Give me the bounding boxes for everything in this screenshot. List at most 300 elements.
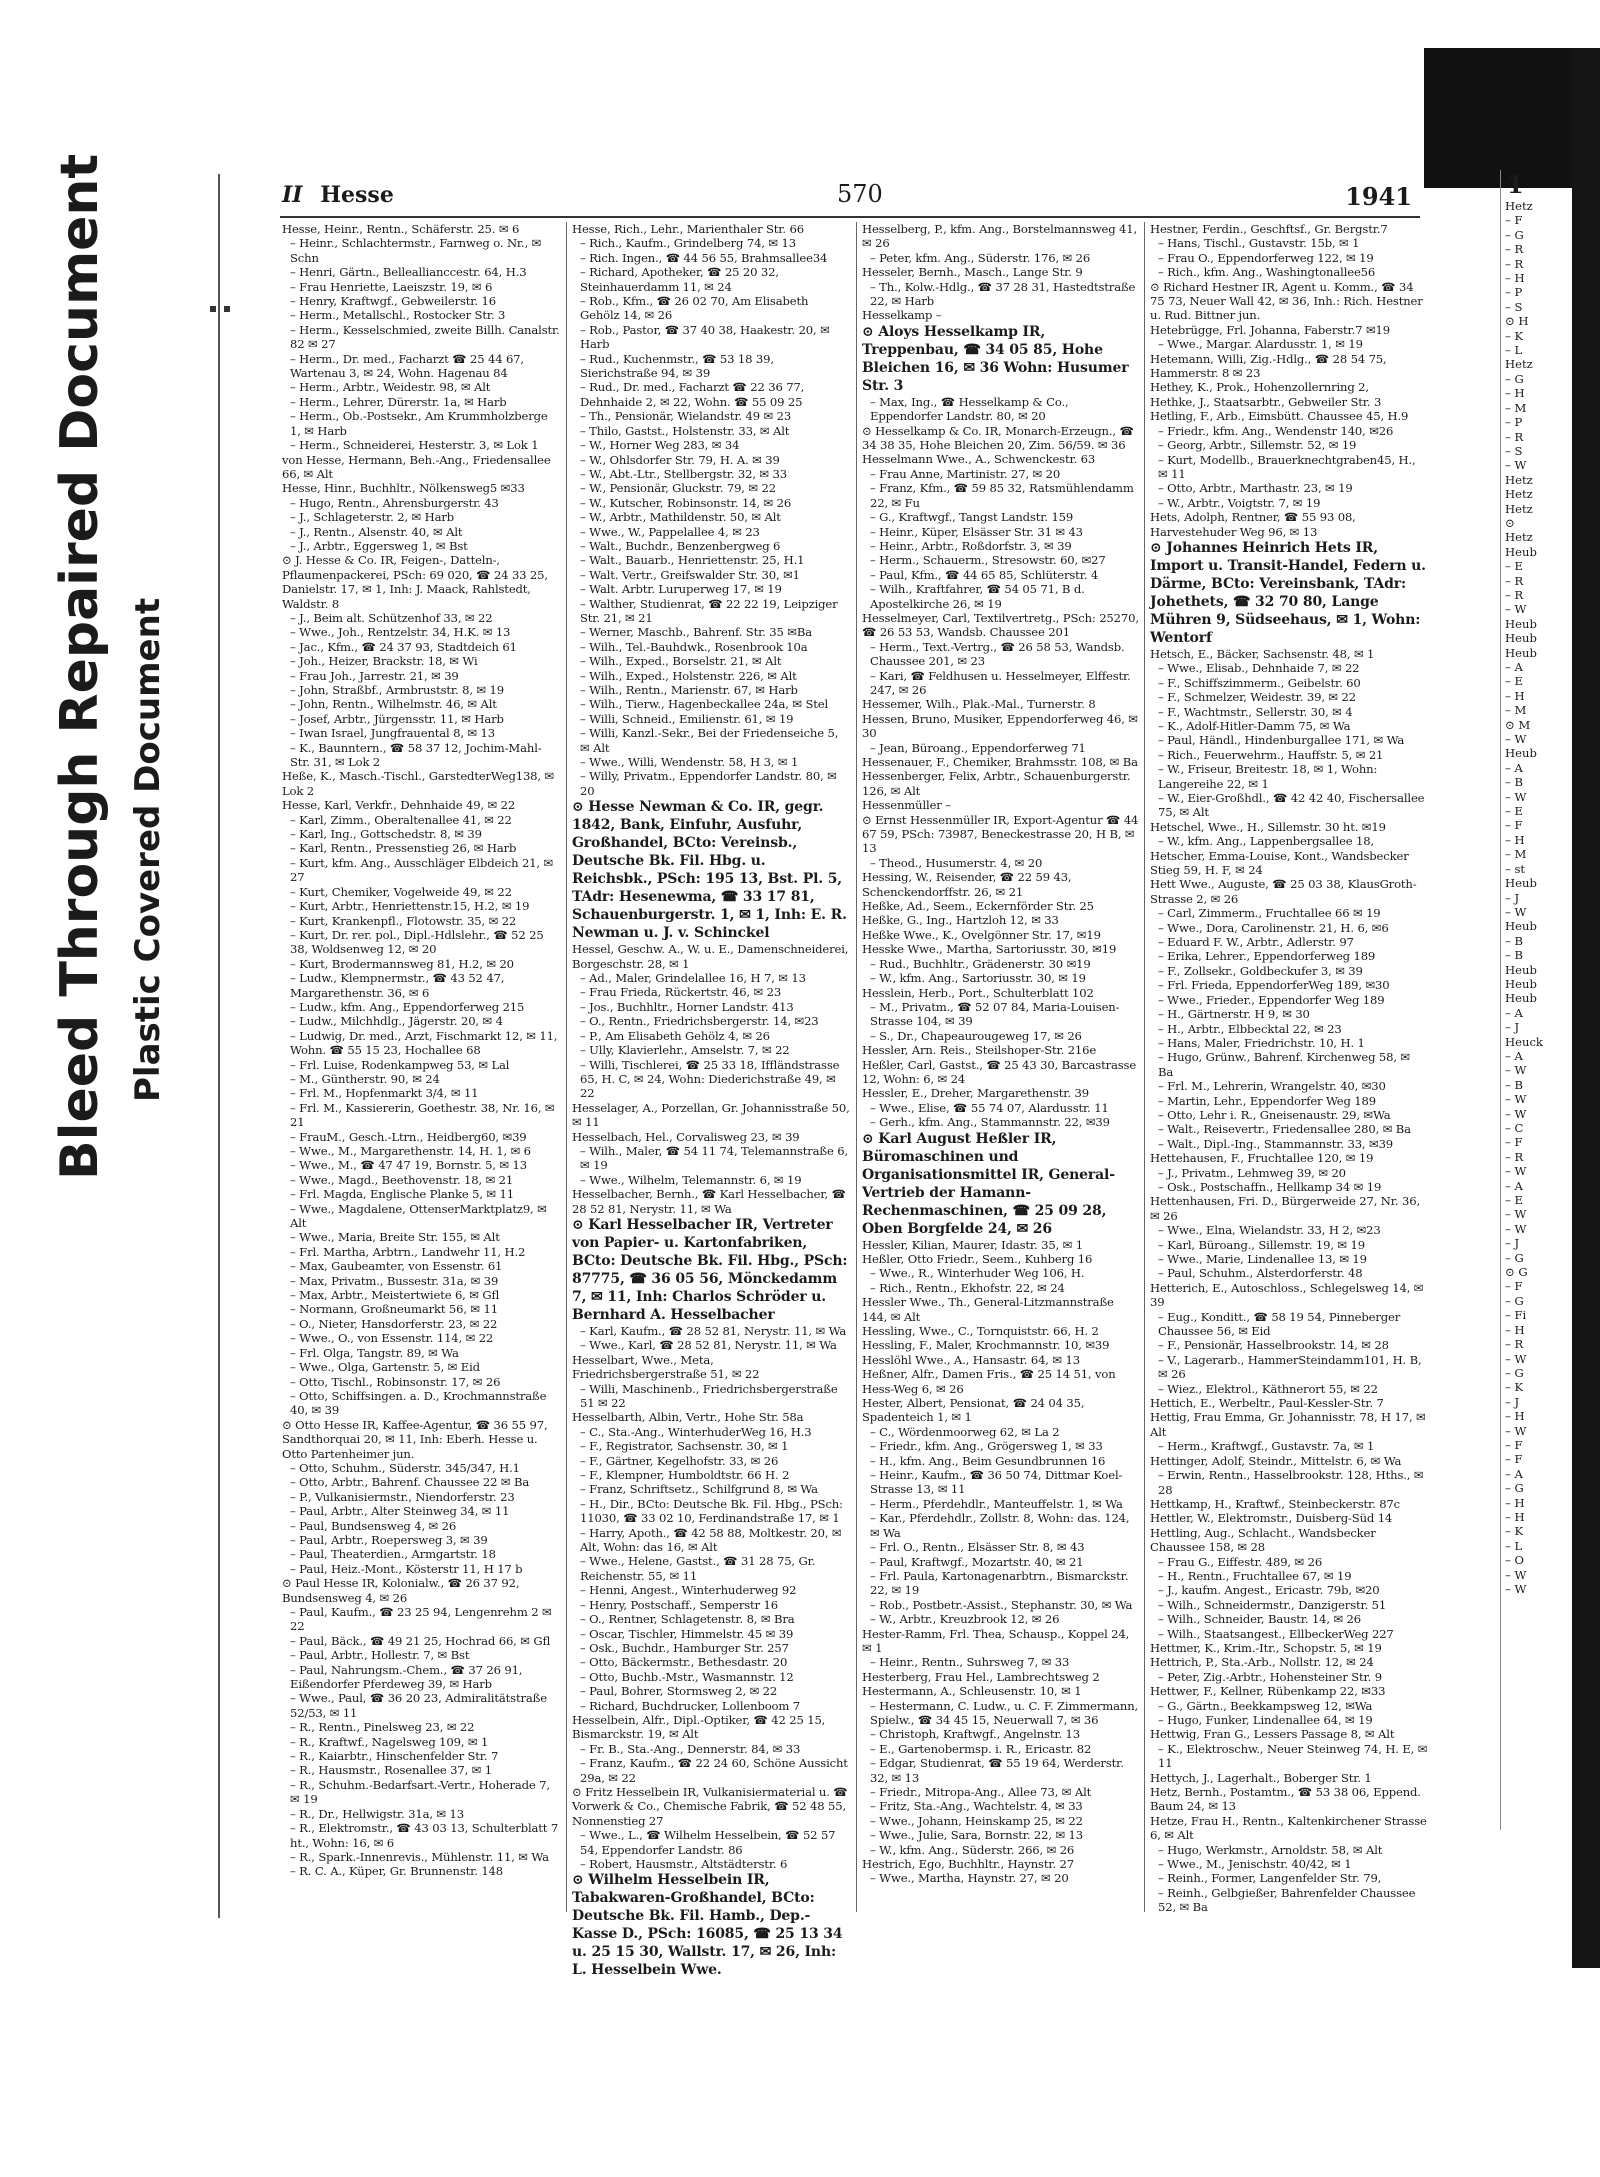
- directory-entry: – K., Elektroschw., Neuer Steinweg 74, H. E, ✉ 11: [1158, 1741, 1428, 1771]
- directory-entry: – Reinh., Gelbgießer, Bahrenfelder Chaussee 52, ✉ Ba: [1158, 1885, 1416, 1915]
- directory-entry: – Walt. Vertr., Greifswalder Str. 30, ✉1: [580, 567, 800, 582]
- directory-entry: – Otto, Buchb.-Mstr., Wasmannstr. 12: [580, 1669, 794, 1684]
- next-page-fragment: – W: [1505, 1063, 1527, 1078]
- directory-entry: – Walt., Dipl.-Ing., Stammannstr. 33, ✉39: [1158, 1136, 1394, 1151]
- directory-entry: – Herm., Schauerm., Stresowstr. 60, ✉27: [870, 553, 1106, 568]
- directory-entry: Hetsch, E., Bäcker, Sachsenstr. 48, ✉ 1: [1150, 646, 1375, 661]
- directory-entry: Hettich, E., Werbeltr., Paul-Kessler-Str. 7: [1150, 1396, 1384, 1411]
- directory-entry: – Heinr., Arbtr., Roßdorfstr. 3, ✉ 39: [870, 538, 1072, 553]
- directory-entry: – Heinr., Kaufm., ☎ 36 50 74, Dittmar Koel-Strasse 13, ✉ 11: [870, 1468, 1123, 1497]
- directory-entry: – Otto, Lehr i. R., Gneisenaustr. 29, ✉Wa: [1158, 1107, 1391, 1122]
- directory-entry: – O., Nieter, Hansdorferstr. 23, ✉ 22: [290, 1316, 498, 1331]
- directory-entry: Hettehausen, F., Fruchtallee 120, ✉ 19: [1150, 1151, 1374, 1166]
- directory-entry: Hettmer, K., Krim.-Itr., Schopstr. 5, ✉ 19: [1150, 1640, 1382, 1655]
- directory-entry: – Herm., Arbtr., Weidestr. 98, ✉ Alt: [290, 380, 491, 395]
- directory-entry: – Oscar, Tischler, Himmelstr. 45 ✉ 39: [580, 1626, 794, 1641]
- directory-entry: – Wwe., Maria, Breite Str. 155, ✉ Alt: [290, 1230, 500, 1245]
- next-page-fragment: Heub: [1505, 616, 1537, 631]
- next-page-fragment: Heub: [1505, 876, 1537, 891]
- directory-entry: – Richard, Apotheker, ☎ 25 20 32, Steinhauerdamm 11, ✉ 24: [580, 265, 779, 294]
- directory-entry: – G., Gärtn., Beekkampsweg 12, ✉Wa: [1158, 1698, 1373, 1713]
- directory-entry: – Heinr., Rentn., Suhrsweg 7, ✉ 33: [870, 1655, 1070, 1670]
- directory-entry: von Hesse, Hermann, Beh.-Ang., Friedensallee 66, ✉ Alt: [282, 452, 551, 481]
- directory-entry: – W., Arbtr., Voigtstr. 7, ✉ 19: [1158, 495, 1321, 510]
- directory-entry: – Wwe., Elna, Wielandstr. 33, H 2, ✉23: [1158, 1223, 1381, 1238]
- directory-entry: – Kurt, Chemiker, Vogelweide 49, ✉ 22: [290, 884, 512, 899]
- page-header: [282, 178, 1422, 212]
- next-page-fragment: ⊙ G: [1505, 1265, 1528, 1280]
- next-page-fragment: – E: [1505, 674, 1523, 689]
- directory-entry: – Wilh., Rentn., Marienstr. 67, ✉ Harb: [580, 683, 798, 697]
- directory-entry: – K., Adolf-Hitler-Damm 75, ✉ Wa: [1158, 718, 1351, 733]
- next-page-fragment: – W: [1505, 789, 1527, 804]
- directory-entry: ⊙ Karl August Heßler IR, Büromaschinen und Organisationsmittel IR, General-Vertrieb der Hamann-Rechenmaschinen, ☎ 25 09 28, Oben Borgfelde 24, ✉ 26: [862, 1130, 1115, 1237]
- directory-entry: – Wwe., M., ☎ 47 47 19, Bornstr. 5, ✉ 13: [290, 1158, 527, 1173]
- next-page-fragment: – H: [1505, 1495, 1525, 1510]
- directory-entry: – G., Kraftwgf., Tangst Landstr. 159: [870, 510, 1074, 525]
- directory-entry: Heßke, G., Ing., Hartzloh 12, ✉ 33: [862, 913, 1059, 928]
- directory-entry: – J., Beim alt. Schützenhof 33, ✉ 22: [290, 610, 493, 625]
- column-divider: [566, 222, 567, 1912]
- directory-entry: Hesselbacher, Bernh., ☎ Karl Hesselbacher, ☎ 28 52 81, Nerystr. 11, ✉ Wa: [572, 1187, 846, 1216]
- directory-entry: – Paul, Händl., Hindenburgallee 171, ✉ Wa: [1158, 733, 1405, 748]
- directory-entry: – R., Elektromstr., ☎ 43 03 13, Schulterblatt 7 ht., Wohn: 16, ✉ 6: [290, 1821, 559, 1850]
- directory-entry: – Wwe., Frieder., Eppendorfer Weg 189: [1158, 992, 1385, 1007]
- directory-entry: – Gerh., kfm. Ang., Stammannstr. 22, ✉39: [870, 1115, 1110, 1130]
- directory-entry: – Friedr., Mitropa-Ang., Allee 73, ✉ Alt: [870, 1785, 1092, 1799]
- directory-entry: – H., Rentn., Fruchtallee 67, ✉ 19: [1158, 1568, 1352, 1583]
- next-page-fragment: Hetz: [1505, 487, 1533, 502]
- directory-entry: – Otto, Schiffsingen. a. D., Krochmannstraße 40, ✉ 39: [290, 1388, 547, 1418]
- directory-entry: – W., Abt.-Ltr., Stellbergstr. 32, ✉ 33: [580, 466, 787, 481]
- directory-entry: Hessler, E., Dreher, Margarethenstr. 39: [862, 1086, 1089, 1101]
- directory-entry: – Paul, Kaufm., ☎ 23 25 94, Lengenrehm 2 ✉ 22: [290, 1605, 552, 1634]
- directory-entry: – Kar., Pferdehdlr., Zollstr. 8, Wohn: das. 124, ✉ Wa: [870, 1511, 1130, 1540]
- directory-entry: – Herm., Ob.-Postsekr., Am Krummholzberge 1, ✉ Harb: [290, 409, 548, 438]
- directory-entry: – Herm., Pferdehdlr., Manteuffelstr. 1, ✉ Wa: [870, 1496, 1123, 1511]
- directory-entry: – Richard, Buchdrucker, Lollenboom 7: [580, 1698, 800, 1713]
- directory-entry: – R., Spark.-Innenrevis., Mühlenstr. 11, ✉ Wa: [290, 1849, 549, 1864]
- directory-entry: – Karl, Zimm., Oberaltenallee 41, ✉ 22: [290, 812, 512, 827]
- next-page-fragment: Heub: [1505, 631, 1537, 646]
- directory-entry: ⊙ Johannes Heinrich Hets IR, Import u. Transit-Handel, Federn u. Därme, BCto: Vereinsbank, TAdr: Johethets, ☎ 32 70 80, Lange Mühren 9, Südseehaus, ✉ 1, Wohn: Wentorf: [1150, 539, 1426, 646]
- directory-entry: – Frl. Frieda, EppendorferWeg 189, ✉30: [1158, 978, 1390, 993]
- directory-entry: Hetscher, Emma-Louise, Kont., Wandsbecker Stieg 59, H. F, ✉ 24: [1150, 848, 1409, 878]
- directory-entry: Hesselbarth, Albin, Vertr., Hohe Str. 58a: [572, 1410, 804, 1425]
- next-page-fragment: – J: [1505, 1236, 1520, 1251]
- directory-entry: – H., Arbtr., Elbbecktal 22, ✉ 23: [1158, 1021, 1342, 1036]
- directory-entry: – W., Ohlsdorfer Str. 79, H. A. ✉ 39: [580, 452, 780, 467]
- next-page-fragment: – F: [1505, 1135, 1523, 1150]
- directory-entry: – F., Schiffszimmerm., Geibelstr. 60: [1158, 675, 1361, 690]
- page-year: 1941: [1345, 182, 1412, 211]
- next-page-fragment: – M: [1505, 703, 1527, 718]
- directory-entry: – Iwan Israel, Jungfrauental 8, ✉ 13: [290, 726, 495, 741]
- directory-entry: Hesse, Rich., Lehr., Marienthaler Str. 66: [572, 222, 804, 236]
- directory-entry: – Walt., Buchdr., Benzenbergweg 6: [580, 538, 781, 553]
- directory-entry: – Erika, Lehrer., Eppendorferweg 189: [1158, 949, 1376, 964]
- directory-entry: – Wwe., W., Pappelallee 4, ✉ 23: [580, 524, 760, 539]
- directory-entry: – Wilh., Schneidermstr., Danzigerstr. 51: [1158, 1597, 1387, 1612]
- directory-entry: Hessel, Geschw. A., W. u. E., Damenschneiderei, Borgeschstr. 28, ✉ 1: [572, 942, 849, 971]
- directory-entry: – F., Klempner, Humboldtstr. 66 H. 2: [580, 1468, 790, 1483]
- directory-entry: Hesslein, Herb., Port., Schulterblatt 102: [862, 985, 1094, 1000]
- directory-entry: – Rich. Ingen., ☎ 44 56 55, Brahmsallee34: [580, 250, 828, 265]
- directory-entry: ⊙ Richard Hestner IR, Agent u. Komm., ☎ 34 75 73, Neuer Wall 42, ✉ 36, Inh.: Rich. Hestner u. Rud. Bittner jun.: [1150, 279, 1423, 323]
- directory-entry: Hettych, J., Lagerhalt., Boberger Str. 1: [1150, 1770, 1372, 1785]
- directory-entry: – V., Lagerarb., HammerSteindamm101, H. B, ✉ 26: [1158, 1352, 1422, 1382]
- next-page-fragment: – R: [1505, 256, 1524, 271]
- next-page-fragment: – G: [1505, 227, 1524, 242]
- next-page-fragment: – W: [1505, 1423, 1527, 1438]
- next-page-fragment: – G: [1505, 1481, 1524, 1496]
- next-page-fragment: – G: [1505, 1293, 1524, 1308]
- directory-entry: – Hugo, Werkmstr., Arnoldstr. 58, ✉ Alt: [1158, 1842, 1383, 1857]
- next-page-fragment: Hetz: [1505, 530, 1533, 545]
- directory-entry: – H., Gärtnerstr. H 9, ✉ 30: [1158, 1007, 1310, 1022]
- next-page-fragment: Heub: [1505, 746, 1537, 761]
- directory-entry: – Walt., Bauarb., Henriettenstr. 25, H.1: [580, 553, 805, 568]
- directory-entry: – J., Privatm., Lehmweg 39, ✉ 20: [1158, 1165, 1346, 1180]
- directory-entry: – F., Schmelzer, Weidestr. 39, ✉ 22: [1158, 690, 1356, 705]
- next-page-fragment: – E: [1505, 804, 1523, 819]
- directory-entry: Hetschel, Wwe., H., Sillemstr. 30 ht. ✉19: [1150, 819, 1386, 834]
- directory-entry: ⊙ Ernst Hessenmüller IR, Export-Agentur ☎ 44 67 59, PSch: 73987, Beneckestrasse 20, H B, ✉ 13: [862, 812, 1139, 856]
- directory-entry: – C., Sta.-Ang., WinterhuderWeg 16, H.3: [580, 1424, 812, 1439]
- directory-entry: – Erwin, Rentn., Hasselbrookstr. 128, Hths., ✉ 28: [1158, 1468, 1424, 1497]
- directory-entry: Hessing, W., Reisender, ☎ 22 59 43, Schenckendorffstr. 26, ✉ 21: [862, 870, 1072, 899]
- next-page-fragment: – M: [1505, 400, 1527, 415]
- directory-entry: – Wwe., Magdalene, OttenserMarktplatz9, ✉ Alt: [290, 1201, 547, 1231]
- directory-entry: – Wwe., R., Winterhuder Weg 106, H.: [870, 1266, 1085, 1281]
- directory-entry: – Peter, Zig.-Arbtr., Hohensteiner Str. 9: [1158, 1669, 1382, 1684]
- next-page-fragment: ⊙ M: [1505, 717, 1531, 732]
- next-page-fragment: – A: [1505, 1048, 1523, 1063]
- scan-edge-strip: [1572, 48, 1600, 1968]
- next-page-fragment: – A: [1505, 760, 1523, 775]
- directory-entry: – Karl, Büroang., Sillemstr. 19, ✉ 19: [1158, 1237, 1365, 1252]
- directory-entry: Hestner, Ferdin., Geschftsf., Gr. Bergstr.7: [1150, 222, 1388, 236]
- directory-entry: – Jac., Kfm., ☎ 24 37 93, Stadtdeich 61: [290, 639, 517, 654]
- directory-entry: – F., Pensionär, Hasselbrookstr. 14, ✉ 28: [1158, 1338, 1389, 1353]
- next-page-fragment: – L: [1505, 1538, 1523, 1553]
- stamp-line-2: Plastic Covered Document: [128, 597, 168, 1102]
- directory-entry: – Wwe., Willi, Wendenstr. 58, H 3, ✉ 1: [580, 755, 799, 770]
- directory-entry: ⊙ Otto Hesse IR, Kaffee-Agentur, ☎ 36 55 97, Sandthorquai 20, ✉ 11, Inh: Eberh. Hesse u. Otto Partenheimer jun.: [282, 1417, 548, 1461]
- next-page-fragment: – W: [1505, 458, 1527, 473]
- next-page-fragment: – K: [1505, 328, 1524, 343]
- directory-entry: Hessemer, Wilh., Plak.-Mal., Turnerstr. 8: [862, 697, 1096, 712]
- directory-entry: Hestermann, A., Schleusenstr. 10, ✉ 1: [862, 1684, 1082, 1699]
- directory-entry: Hettwer, F., Kellner, Rübenkamp 22, ✉33: [1150, 1684, 1386, 1699]
- next-page-fragment: – B: [1505, 948, 1524, 963]
- directory-entry: – Th., Kolw.-Hdlg., ☎ 37 28 31, Hastedtstraße 22, ✉ Harb: [870, 279, 1136, 309]
- directory-entry: – Ully, Klavierlehr., Amselstr. 7, ✉ 22: [580, 1043, 790, 1058]
- directory-entry: Heßler, Carl, Gastst., ☎ 25 43 30, Barcastrasse 12, Wohn: 6, ✉ 24: [862, 1057, 1137, 1086]
- directory-entry: – Paul, Kraftwgf., Mozartstr. 40, ✉ 21: [870, 1554, 1084, 1569]
- next-page-fragment: – G: [1505, 371, 1524, 386]
- next-page-fragment: – H: [1505, 1409, 1525, 1424]
- directory-entry: – Kurt, Arbtr., Henriettenstr.15, H.2, ✉ 19: [290, 899, 530, 914]
- column-divider: [856, 222, 857, 1912]
- running-head: [282, 182, 394, 208]
- directory-entry: – Frau Anne, Martinistr. 27, ✉ 20: [870, 466, 1061, 481]
- directory-entry: – Hugo, Funker, Lindenallee 64, ✉ 19: [1158, 1713, 1373, 1727]
- directory-entry: Hesselmann Wwe., A., Schwenckestr. 63: [862, 452, 1096, 467]
- directory-entry: – Kurt, Krankenpfl., Flotowstr. 35, ✉ 22: [290, 913, 517, 928]
- directory-entry: – Henni, Angest., Winterhuderweg 92: [580, 1583, 797, 1598]
- directory-entry: – Hugo, Grünw., Bahrenf. Kirchenweg 58, ✉ Ba: [1158, 1050, 1410, 1079]
- header-rule: [280, 216, 1420, 218]
- next-page-fragment: – B: [1505, 933, 1524, 948]
- directory-entry: – W., Arbtr., Kreuzbrook 12, ✉ 26: [870, 1612, 1060, 1627]
- directory-entry: – R., Schuhm.-Bedarfsart.-Vertr., Hoherade 7, ✉ 19: [290, 1777, 550, 1807]
- next-page-fragment: – W: [1505, 1164, 1527, 1179]
- directory-entry: – Werner, Maschb., Bahrenf. Str. 35 ✉Ba: [580, 625, 812, 640]
- next-page-fragment: – A: [1505, 660, 1523, 674]
- next-page-fragment: – A: [1505, 1466, 1523, 1481]
- next-page-fragment: – R: [1505, 1149, 1524, 1164]
- directory-entry: – Wwe., Johann, Heinskamp 25, ✉ 22: [870, 1813, 1083, 1828]
- next-page-fragment: – W: [1505, 732, 1527, 747]
- directory-entry: – Frau O., Eppendorferweg 122, ✉ 19: [1158, 250, 1374, 265]
- directory-entry: – Peter, kfm. Ang., Süderstr. 176, ✉ 26: [870, 250, 1091, 265]
- page-number: 570: [837, 180, 883, 208]
- directory-entry: – Ludw., Klempnermstr., ☎ 43 52 47, Margarethenstr. 36, ✉ 6: [290, 971, 505, 1000]
- directory-entry: – O., Rentner, Schlagetenstr. 8, ✉ Bra: [580, 1612, 795, 1627]
- directory-entry: Hettenhausen, Fri. D., Bürgerweide 27, Nr. 36, ✉ 26: [1150, 1194, 1420, 1223]
- directory-entry: Hettwig, Fran G., Lessers Passage 8, ✉ Alt: [1150, 1727, 1395, 1742]
- next-page-number-fragment: 1: [1507, 170, 1524, 199]
- next-page-fragment: – W: [1505, 1351, 1527, 1366]
- directory-entry: – Herm., Lehrer, Dürerstr. 1a, ✉ Harb: [290, 394, 507, 409]
- next-page-fragment: – P: [1505, 415, 1523, 430]
- next-page-fragment: – F: [1505, 818, 1523, 833]
- directory-entry: – Normann, Großneumarkt 56, ✉ 11: [290, 1302, 498, 1317]
- directory-entry: – Henry, Postschaff., Semperstr 16: [580, 1597, 778, 1612]
- directory-entry: – Reinh., Former, Langenfelder Str. 79,: [1158, 1871, 1382, 1886]
- directory-entry: – Herm., Kraftwgf., Gustavstr. 7a, ✉ 1: [1158, 1439, 1375, 1454]
- directory-entry: Hesselbach, Hel., Corvalisweg 23, ✉ 39: [572, 1129, 800, 1144]
- next-page-fragment: – A: [1505, 1005, 1523, 1020]
- directory-entry: – H., Dir., BCto: Deutsche Bk. Fil. Hbg., PSch: 11030, ☎ 33 02 10, Ferdinandstraße 17, ✉ 1: [580, 1496, 843, 1526]
- next-page-fragment: – E: [1505, 1193, 1523, 1208]
- directory-entry: – Christoph, Kraftwgf., Angelnstr. 13: [870, 1727, 1081, 1742]
- next-page-fragment: – L: [1505, 343, 1523, 358]
- directory-entry: ⊙ J. Hesse & Co. IR, Feigen-, Datteln-, Pflaumenpackerei, PSch: 69 020, ☎ 24 33 25, Danielstr. 17, ✉ 1, Inh: J. Maack, Rahlstedt, Waldstr. 8: [282, 553, 548, 611]
- directory-entry: – Wwe., Paul, ☎ 36 20 23, Admiralitätstraße 52/53, ✉ 11: [290, 1691, 547, 1720]
- directory-entry: – R. C. A., Küper, Gr. Brunnenstr. 148: [290, 1864, 503, 1879]
- directory-entry: – K., Baunntern., ☎ 58 37 12, Jochim-Mahl-Str. 31, ✉ Lok 2: [290, 740, 542, 770]
- next-page-fragment: – A: [1505, 1178, 1523, 1193]
- directory-entry: – Wwe., Elisab., Dehnhaide 7, ✉ 22: [1158, 661, 1360, 676]
- directory-entry: Hettig, Frau Emma, Gr. Johannisstr. 78, H 17, ✉ Alt: [1150, 1410, 1426, 1439]
- directory-entry: – Paul, Bäck., ☎ 49 21 25, Hochrad 66, ✉ Gfl: [290, 1633, 551, 1648]
- next-page-fragment: Heuck: [1505, 1034, 1543, 1049]
- directory-entry: – Hans, Tischl., Gustavstr. 15b, ✉ 1: [1158, 236, 1360, 251]
- directory-entry: – Jean, Büroang., Eppendorferweg 71: [870, 740, 1086, 755]
- directory-entry: – Frau Henriette, Laeiszstr. 19, ✉ 6: [290, 279, 493, 294]
- next-page-fragment: Heub: [1505, 991, 1537, 1006]
- directory-entry: – R., Hausmstr., Rosenallee 37, ✉ 1: [290, 1763, 493, 1778]
- directory-entry: – P., Am Elisabeth Gehölz 4, ✉ 26: [580, 1028, 770, 1043]
- next-page-fragment: – H: [1505, 832, 1525, 847]
- directory-entry: – Herm., Schneiderei, Hesterstr. 3, ✉ Lok 1: [290, 438, 539, 453]
- directory-entry: – Wwe., Dora, Carolinenstr. 21, H. 6, ✉6: [1158, 920, 1389, 935]
- next-page-fragment: – B: [1505, 1077, 1524, 1092]
- directory-entry: – Wwe., Helene, Gastst., ☎ 31 28 75, Gr. Reichenstr. 55, ✉ 11: [580, 1554, 816, 1583]
- directory-entry: Hesselberg, P., kfm. Ang., Borstelmannsweg 41, ✉ 26: [862, 222, 1138, 251]
- directory-entry: – Fr. B., Sta.-Ang., Dennerstr. 84, ✉ 33: [580, 1741, 801, 1756]
- next-page-fragment: – E: [1505, 559, 1523, 574]
- directory-entry: ⊙ Aloys Hesselkamp IR, Treppenbau, ☎ 34 05 85, Hohe Bleichen 16, ✉ 36 Wohn: Husumer Str. 3: [862, 323, 1129, 394]
- directory-entry: – John, Straßbf., Armbruststr. 8, ✉ 19: [290, 683, 504, 697]
- directory-entry: – Otto, Bäckermstr., Bethesdastr. 20: [580, 1655, 788, 1670]
- directory-entry: ⊙ Karl Hesselbacher IR, Vertreter von Papier- u. Kartonfabriken, BCto: Deutsche Bk. Fil. Hbg., PSch: 87775, ☎ 36 05 56, Mönckedamm 7, ✉ 11, Inh: Charlos Schröder u. Bernhard A. Hesselbacher: [572, 1216, 848, 1323]
- directory-entry: – Rud., Dr. med., Facharzt ☎ 22 36 77, Dehnhaide 2, ✉ 22, Wohn. ☎ 55 09 25: [580, 380, 805, 409]
- directory-entry: Hesselbein, Alfr., Dipl.-Optiker, ☎ 42 25 15, Bismarckstr. 19, ✉ Alt: [572, 1712, 826, 1742]
- directory-entry: – Wwe., L., ☎ Wilhelm Hesselbein, ☎ 52 57 54, Eppendorfer Landstr. 86: [580, 1828, 836, 1857]
- next-page-fragment: – H: [1505, 386, 1525, 401]
- next-page-fragment: – J: [1505, 1394, 1520, 1409]
- directory-entry: – Eug., Konditt., ☎ 58 19 54, Pinneberger Chaussee 56, ✉ Eid: [1158, 1309, 1401, 1339]
- directory-entry: – Franz, Kfm., ☎ 59 85 32, Ratsmühlendamm 22, ✉ Fu: [870, 481, 1134, 510]
- directory-entry: – Herm., Kesselschmied, zweite Billh. Canalstr. 82 ✉ 27: [290, 322, 560, 352]
- next-page-fragment: – F: [1505, 1279, 1523, 1294]
- directory-page: [218, 174, 1430, 1979]
- directory-entry: – Frl. Luise, Rodenkampweg 53, ✉ Lal: [290, 1057, 510, 1072]
- next-page-fragment: – W: [1505, 1582, 1527, 1596]
- directory-entry: – Frl. M., Kassiererin, Goethestr. 38, Nr. 16, ✉ 21: [290, 1100, 555, 1130]
- directory-entry: – Rob., Kfm., ☎ 26 02 70, Am Elisabeth Gehölz 14, ✉ 26: [580, 294, 809, 323]
- directory-entry: – Wwe., Margar. Alardusstr. 1, ✉ 19: [1158, 337, 1363, 352]
- directory-entry: – Wwe., Marie, Lindenallee 13, ✉ 19: [1158, 1252, 1367, 1266]
- directory-entry: – Herm., Dr. med., Facharzt ☎ 25 44 67, Wartenau 3, ✉ 24, Wohn. Hagenau 84: [290, 351, 524, 381]
- directory-entry: – F., Registrator, Sachsenstr. 30, ✉ 1: [580, 1439, 789, 1454]
- directory-entry: – Josef, Arbtr., Jürgensstr. 11, ✉ Harb: [290, 711, 504, 726]
- directory-entry: – Frau Frieda, Rückertstr. 46, ✉ 23: [580, 985, 782, 1000]
- directory-entry: – Frl. Magda, Englische Planke 5, ✉ 11: [290, 1187, 514, 1202]
- next-page-fragment: Heub: [1505, 962, 1537, 977]
- next-page-fragment: Heub: [1505, 976, 1537, 991]
- directory-entry: – Kari, ☎ Feldhusen u. Hesselmeyer, Elffestr. 247, ✉ 26: [870, 668, 1131, 697]
- directory-entry: – W., Arbtr., Mathildenstr. 50, ✉ Alt: [580, 510, 781, 525]
- directory-entry: Hettling, Aug., Schlacht., Wandsbecker Chaussee 158, ✉ 28: [1150, 1525, 1376, 1555]
- column-divider: [1144, 222, 1145, 1912]
- next-page-fragment: – P: [1505, 285, 1523, 300]
- directory-entry: – Wwe., Elise, ☎ 55 74 07, Alardusstr. 11: [870, 1100, 1109, 1115]
- directory-entry: – Wilh., Schneider, Baustr. 14, ✉ 26: [1158, 1612, 1362, 1627]
- directory-entry: – Max, Gaubeamter, von Essenstr. 61: [290, 1259, 503, 1274]
- next-page-fragment: Hetz: [1505, 501, 1533, 516]
- directory-entry: – Friedr., kfm. Ang., Wendenstr 140, ✉26: [1158, 423, 1394, 438]
- section-numeral: II: [282, 182, 303, 208]
- next-page-fragment: Hetz: [1505, 357, 1533, 372]
- directory-entry: – Frau G., Eiffestr. 489, ✉ 26: [1158, 1554, 1323, 1569]
- columns: [282, 222, 1428, 1979]
- next-page-fragment: – H: [1505, 1322, 1525, 1337]
- directory-entry: – Ad., Maler, Grindelallee 16, H 7, ✉ 13: [580, 971, 806, 986]
- next-page-fragment: – S: [1505, 443, 1523, 458]
- directory-entry: Hetterich, E., Autoschloss., Schlegelsweg 14, ✉ 39: [1150, 1280, 1424, 1310]
- directory-entry: – Franz, Kaufm., ☎ 22 24 60, Schöne Aussicht 29a, ✉ 22: [580, 1756, 848, 1785]
- directory-entry: – Wwe., Julie, Sara, Bornstr. 22, ✉ 13: [870, 1828, 1084, 1843]
- directory-entry: – Osk., Buchdr., Hamburger Str. 257: [580, 1640, 789, 1655]
- directory-entry: Hesterberg, Frau Hel., Lambrechtsweg 2: [862, 1669, 1100, 1684]
- directory-entry: Hesselmeyer, Carl, Textilvertretg., PSch: 25270, ☎ 26 53 53, Wandsb. Chaussee 201: [862, 610, 1139, 640]
- directory-entry: – Otto, Arbtr., Bahrenf. Chaussee 22 ✉ Ba: [290, 1475, 530, 1490]
- next-page-fragment: – K: [1505, 1380, 1524, 1395]
- directory-entry: – Willi, Schneid., Emilienstr. 61, ✉ 19: [580, 711, 794, 726]
- directory-entry: – Paul, Bundsensweg 4, ✉ 26: [290, 1518, 457, 1533]
- directory-entry: – Wilh., Tierw., Hagenbeckallee 24a, ✉ Stel: [580, 697, 829, 712]
- directory-entry: – Ludwig, Dr. med., Arzt, Fischmarkt 12, ✉ 11, Wohn. ☎ 55 15 23, Hochallee 68: [290, 1028, 558, 1058]
- directory-entry: – Wilh., Maler, ☎ 54 11 74, Telemannstraße 6, ✉ 19: [580, 1143, 849, 1173]
- running-title: Hesse: [320, 182, 394, 208]
- directory-entry: – Walther, Studienrat, ☎ 22 22 19, Leipziger Str. 21, ✉ 21: [580, 596, 838, 625]
- directory-entry: – Wwe., Wilhelm, Telemannstr. 6, ✉ 19: [580, 1172, 802, 1187]
- next-page-fragment: Heub: [1505, 544, 1537, 559]
- directory-entry: Heßke, Ad., Seem., Eckernförder Str. 25: [862, 899, 1094, 914]
- directory-entry: – Rich., Feuerwehrm., Hauffstr. 5, ✉ 21: [1158, 747, 1384, 762]
- directory-entry: – Karl, Ing., Gottschedstr. 8, ✉ 39: [290, 827, 482, 842]
- directory-entry: – W., Pensionär, Gluckstr. 79, ✉ 22: [580, 481, 776, 496]
- directory-entry: – Wilh., Tel.-Bauhdwk., Rosenbrook 10a: [580, 639, 808, 654]
- next-page-fragment: – F: [1505, 1452, 1523, 1467]
- directory-entry: – Walt. Arbtr. Luruperweg 17, ✉ 19: [580, 582, 782, 597]
- next-page-fragment: – S: [1505, 299, 1523, 314]
- directory-entry: – Rud., Kuchenmstr., ☎ 53 18 39, Sierichstraße 94, ✉ 39: [580, 351, 774, 381]
- directory-entry: Hessen, Bruno, Musiker, Eppendorferweg 46, ✉ 30: [862, 711, 1138, 741]
- directory-entry: – Henri, Gärtn., Belleallianccestr. 64, H.3: [290, 265, 527, 280]
- directory-entry: Hesslöhl Wwe., A., Hansastr. 64, ✉ 13: [862, 1352, 1080, 1367]
- directory-entry: – Georg, Arbtr., Sillemstr. 52, ✉ 19: [1158, 438, 1357, 453]
- directory-entry: – Otto, Tischl., Robinsonstr. 17, ✉ 26: [290, 1374, 501, 1389]
- directory-entry: – Rich., Rentn., Ekhofstr. 22, ✉ 24: [870, 1280, 1065, 1295]
- column-2: [572, 222, 850, 1979]
- directory-entry: Hetz, Bernh., Postamtm., ☎ 53 38 06, Eppend. Baum 24, ✉ 13: [1150, 1785, 1421, 1814]
- directory-entry: – Walt., Reisevertr., Friedensallee 280, ✉ Ba: [1158, 1122, 1411, 1137]
- directory-entry: – W., Friseur, Breitestr. 18, ✉ 1, Wohn: Langereihe 22, ✉ 1: [1158, 762, 1378, 791]
- next-page-fragment: – W: [1505, 1092, 1527, 1107]
- next-page-fragment: – F: [1505, 213, 1523, 228]
- directory-entry: – Frau Joh., Jarrestr. 21, ✉ 39: [290, 668, 459, 683]
- directory-entry: Hethke, J., Staatsarbtr., Gebweiler Str. 3: [1150, 394, 1382, 409]
- directory-entry: Hets, Adolph, Rentner, ☎ 55 93 08, Harvestehuder Weg 96, ✉ 13: [1150, 510, 1356, 539]
- directory-entry: – Fritz, Sta.-Ang., Wachtelstr. 4, ✉ 33: [870, 1799, 1083, 1814]
- directory-entry: – Frl. Paula, Kartonagenarbtrn., Bismarckstr. 22, ✉ 19: [870, 1568, 1129, 1598]
- directory-entry: – Heinr., Schlachtermstr., Farnweg o. Nr., ✉ Schn: [290, 236, 542, 265]
- next-page-fragment: – K: [1505, 1524, 1524, 1539]
- directory-entry: Hessenberger, Felix, Arbtr., Schauenburgerstr. 126, ✉ Alt: [862, 769, 1131, 798]
- next-page-fragment: – H: [1505, 688, 1525, 703]
- next-page-fragment: Heub: [1505, 645, 1537, 660]
- directory-entry: – Hestermann, C. Ludw., u. C. F. Zimmermann, Spielw., ☎ 34 45 15, Neuerwall 7, ✉ 36: [870, 1698, 1139, 1727]
- directory-entry: – Kurt, kfm. Ang., Ausschläger Elbdeich 21, ✉ 27: [290, 855, 554, 885]
- next-page-fragment: – F: [1505, 1437, 1523, 1452]
- directory-entry: – Martin, Lehr., Eppendorfer Weg 189: [1158, 1093, 1376, 1108]
- directory-entry: – M., Güntherstr. 90, ✉ 24: [290, 1071, 440, 1086]
- directory-entry: Hettinger, Adolf, Steindr., Mittelstr. 6, ✉ Wa: [1150, 1453, 1402, 1468]
- directory-entry: Hettkamp, H., Kraftwf., Steinbeckerstr. 87c: [1150, 1496, 1400, 1511]
- directory-entry: Heße, K., Masch.-Tischl., GarstedterWeg138, ✉ Lok 2: [282, 769, 555, 798]
- next-page-fragment: – W: [1505, 904, 1527, 919]
- directory-entry: Hetling, F., Arb., Eimsbütt. Chaussee 45, H.9: [1150, 409, 1409, 424]
- column-4: [1150, 222, 1428, 1915]
- directory-entry: – Rob., Postbetr.-Assist., Stephanstr. 30, ✉ Wa: [870, 1597, 1133, 1612]
- next-page-fragment: – W: [1505, 602, 1527, 617]
- directory-entry: – Thilo, Gastst., Holstenstr. 33, ✉ Alt: [580, 423, 790, 438]
